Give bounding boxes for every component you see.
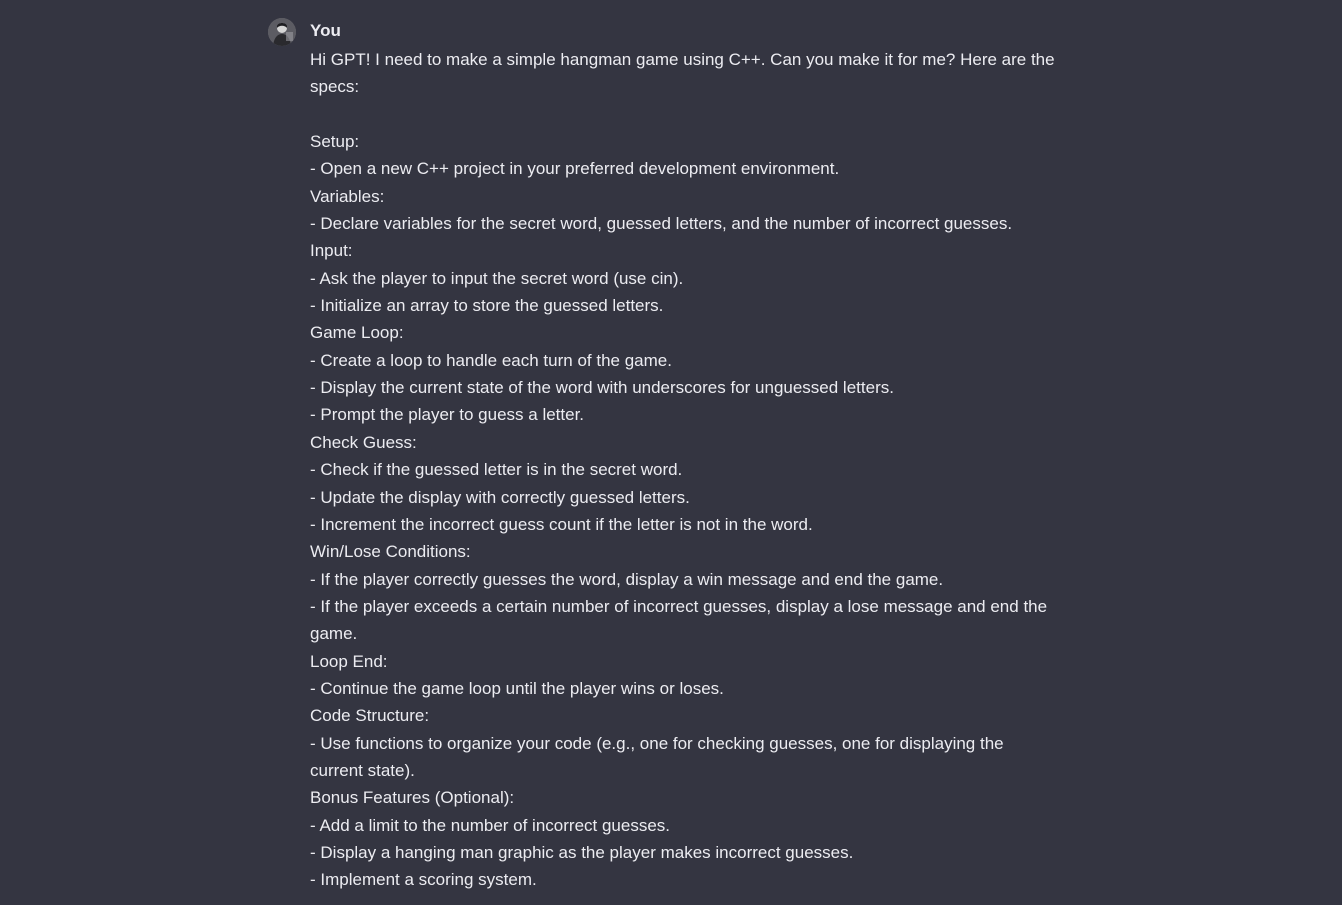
message-line: game. xyxy=(310,624,358,644)
message-line: - Check if the guessed letter is in the secret word. xyxy=(310,460,683,480)
message-line: Win/Lose Conditions: xyxy=(310,542,471,562)
message-line: - Continue the game loop until the player wins or loses. xyxy=(310,678,724,698)
message-line: - Implement a scoring system. xyxy=(310,870,537,890)
avatar-photo xyxy=(268,18,296,46)
message-line: Input: xyxy=(310,241,353,261)
message-line: Loop End: xyxy=(310,651,388,671)
message-line: - Increment the incorrect guess count if the letter is not in the word. xyxy=(310,514,813,534)
message-line: - Initialize an array to store the guessed letters. xyxy=(310,296,664,316)
message-line xyxy=(310,101,1100,128)
message-line: Bonus Features (Optional): xyxy=(310,788,515,808)
message-line: - If the player correctly guesses the word, display a win message and end the game. xyxy=(310,569,944,589)
message-line: current state). xyxy=(310,760,415,780)
message-line: Game Loop: xyxy=(310,323,404,343)
message-line: - Add a limit to the number of incorrect guesses. xyxy=(310,815,671,835)
message-author: You xyxy=(310,21,341,40)
message-line: - Ask the player to input the secret word (use cin). xyxy=(310,268,684,288)
user-avatar-icon[interactable] xyxy=(268,18,296,46)
message-line: Check Guess: xyxy=(310,432,417,452)
message-line: Variables: xyxy=(310,186,385,206)
message-line: - Create a loop to handle each turn of the game. xyxy=(310,350,672,370)
message-line: Code Structure: xyxy=(310,706,430,726)
message-line: Setup: xyxy=(310,132,360,152)
message-line: - Display the current state of the word with underscores for unguessed letters. xyxy=(310,378,894,398)
message-line: - If the player exceeds a certain number of incorrect guesses, display a lose message and end the xyxy=(310,596,1048,616)
message-line: specs: xyxy=(310,77,360,97)
message-line: - Display a hanging man graphic as the player makes incorrect guesses. xyxy=(310,842,854,862)
message-line: - Use functions to organize your code (e.g., one for checking guesses, one for displaying the xyxy=(310,733,1004,753)
message-line: - Prompt the player to guess a letter. xyxy=(310,405,585,425)
message-line: - Open a new C++ project in your preferred development environment. xyxy=(310,159,840,179)
message-line: - Declare variables for the secret word, guessed letters, and the number of incorrect guesses. xyxy=(310,214,1013,234)
message-line: - Update the display with correctly guessed letters. xyxy=(310,487,690,507)
message-line: Hi GPT! I need to make a simple hangman game using C++. Can you make it for me? Here are the xyxy=(310,50,1055,69)
message-body xyxy=(310,46,1100,894)
